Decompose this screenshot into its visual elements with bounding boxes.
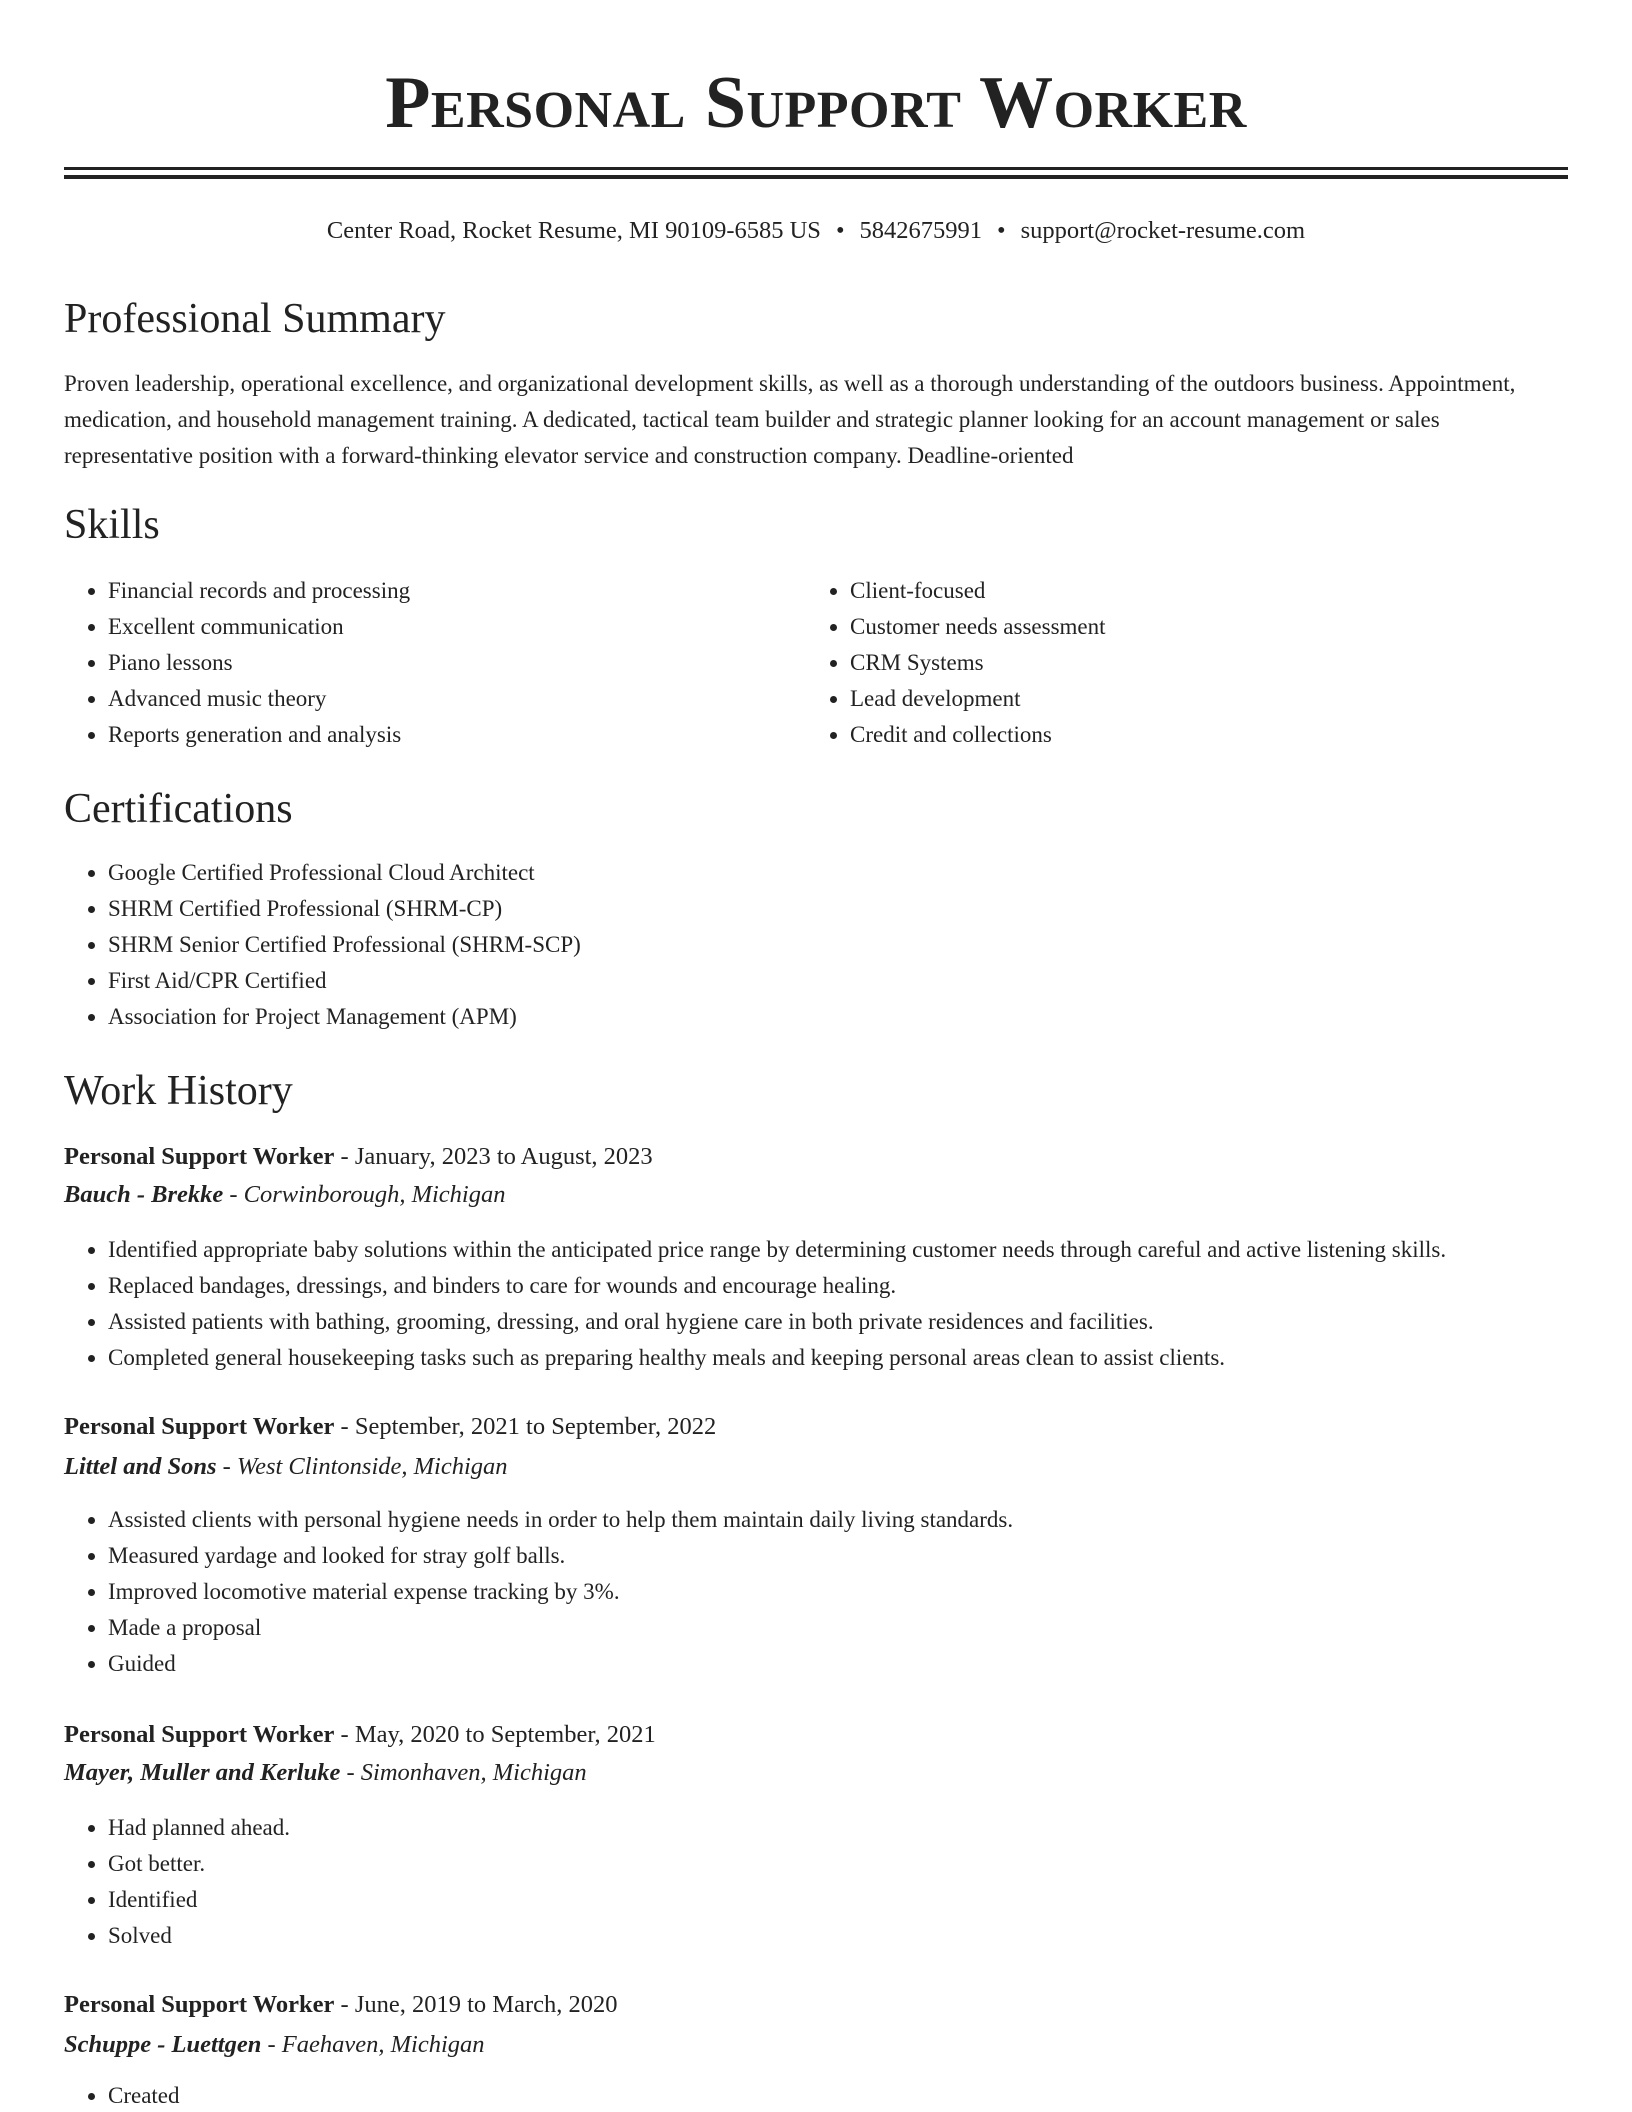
job-dates: June, 2019 to March, 2020 [354, 1991, 618, 2018]
resume-title: Personal Support Worker [385, 62, 1247, 144]
resume-page [64, 0, 1568, 2112]
job-header: Personal Support Worker - January, 2023 to August, 2023 [64, 1143, 653, 1170]
list-item: • Assisted patients with bathing, grooming, dressing, and oral hygiene care in both private residences and facilities. [108, 1304, 1608, 1340]
list-item: • SHRM Certified Professional (SHRM-CP) [108, 891, 1548, 927]
list-item: • Financial records and processing [108, 573, 788, 609]
list-item: • Measured yardage and looked for stray golf balls. [108, 1538, 1548, 1574]
job-company: Schuppe - Luettgen [64, 2031, 262, 2058]
skills-list-right [806, 573, 1550, 753]
job-role: Personal Support Worker [64, 1413, 335, 1440]
list-item: • Client-focused [850, 573, 1550, 609]
certifications-heading: Certifications [64, 786, 293, 832]
contact-separator: • [835, 217, 845, 244]
job-location: West Clintonside, Michigan [236, 1453, 508, 1480]
work-history-heading: Work History [64, 1068, 293, 1114]
list-item: • Google Certified Professional Cloud Architect [108, 855, 1548, 891]
title-divider-top [64, 167, 1568, 170]
list-item: • First Aid/CPR Certified [108, 963, 1548, 999]
job-company: Mayer, Muller and Kerluke [64, 1759, 341, 1786]
job-company: Bauch - Brekke [64, 1181, 224, 1208]
job-bullets [64, 1810, 1548, 1954]
contact-phone: 5842675991 [859, 217, 983, 244]
job-location: Faehaven, Michigan [281, 2031, 485, 2058]
title-divider-bottom [64, 175, 1568, 179]
list-item: • Created [108, 2078, 1548, 2112]
job-header: Personal Support Worker - September, 2021 to September, 2022 [64, 1413, 717, 1440]
job-employer: Schuppe - Luettgen - Faehaven, Michigan [64, 2031, 485, 2058]
list-item: • Made a proposal [108, 1610, 1548, 1646]
list-item: • CRM Systems [850, 645, 1550, 681]
list-item: • Association for Project Management (APM) [108, 999, 1548, 1035]
list-item: • SHRM Senior Certified Professional (SHRM-SCP) [108, 927, 1548, 963]
list-item: • Solved [108, 1918, 1548, 1954]
job-location: Corwinborough, Michigan [243, 1181, 506, 1208]
job-employer: Littel and Sons - West Clintonside, Michigan [64, 1453, 508, 1480]
list-item: • Had planned ahead. [108, 1810, 1548, 1846]
list-item: • Replaced bandages, dressings, and binders to care for wounds and encourage healing. [108, 1268, 1608, 1304]
job-location: Simonhaven, Michigan [360, 1759, 587, 1786]
certifications-list [64, 855, 1548, 1035]
job-employer: Bauch - Brekke - Corwinborough, Michigan [64, 1181, 506, 1208]
job-header: Personal Support Worker - May, 2020 to September, 2021 [64, 1721, 656, 1748]
summary-text: Proven leadership, operational excellence, and organizational development skills, as well as a thorough understanding of the outdoors business. Appointment, medication, and household management training. A dedicated, tactical team builder and strategic planner looking for an account management or sales representative position with a forward-thinking elevator service and construction company. Deadline-oriented [64, 371, 1516, 468]
list-item: • Identified [108, 1882, 1548, 1918]
list-item: • Completed general housekeeping tasks such as preparing healthy meals and keeping personal areas clean to assist clients. [108, 1340, 1608, 1376]
summary-heading: Professional Summary [64, 296, 446, 342]
job-dates: January, 2023 to August, 2023 [354, 1143, 653, 1170]
contact-line [64, 214, 1568, 248]
job-dates: September, 2021 to September, 2022 [354, 1413, 717, 1440]
list-item: • Advanced music theory [108, 681, 788, 717]
list-item: • Credit and collections [850, 717, 1550, 753]
skills-heading: Skills [64, 502, 160, 548]
list-item: • Piano lessons [108, 645, 788, 681]
list-item: • Excellent communication [108, 609, 788, 645]
contact-address: Center Road, Rocket Resume, MI 90109-6585 US [326, 217, 821, 244]
job-role: Personal Support Worker [64, 1991, 335, 2018]
contact-email: support@rocket-resume.com [1020, 217, 1306, 244]
job-company: Littel and Sons [64, 1453, 217, 1480]
job-role: Personal Support Worker [64, 1143, 335, 1170]
job-role: Personal Support Worker [64, 1721, 335, 1748]
job-bullets [64, 1502, 1548, 1682]
list-item: • Guided [108, 1646, 1548, 1682]
list-item: • Identified appropriate baby solutions within the anticipated price range by determining customer needs through careful and active listening skills. [108, 1232, 1608, 1268]
list-item: • Improved locomotive material expense tracking by 3%. [108, 1574, 1548, 1610]
list-item: • Got better. [108, 1846, 1548, 1882]
contact-separator: • [997, 217, 1006, 244]
skills-list-left [64, 573, 788, 753]
job-bullets [64, 1232, 1608, 1376]
list-item: • Reports generation and analysis [108, 717, 788, 753]
list-item: • Assisted clients with personal hygiene needs in order to help them maintain daily living standards. [108, 1502, 1548, 1538]
job-bullets [64, 2078, 1548, 2112]
list-item: • Lead development [850, 681, 1550, 717]
job-employer: Mayer, Muller and Kerluke - Simonhaven, Michigan [64, 1759, 587, 1786]
job-header: Personal Support Worker - June, 2019 to March, 2020 [64, 1991, 618, 2018]
list-item: • Customer needs assessment [850, 609, 1550, 645]
job-dates: May, 2020 to September, 2021 [354, 1721, 656, 1748]
